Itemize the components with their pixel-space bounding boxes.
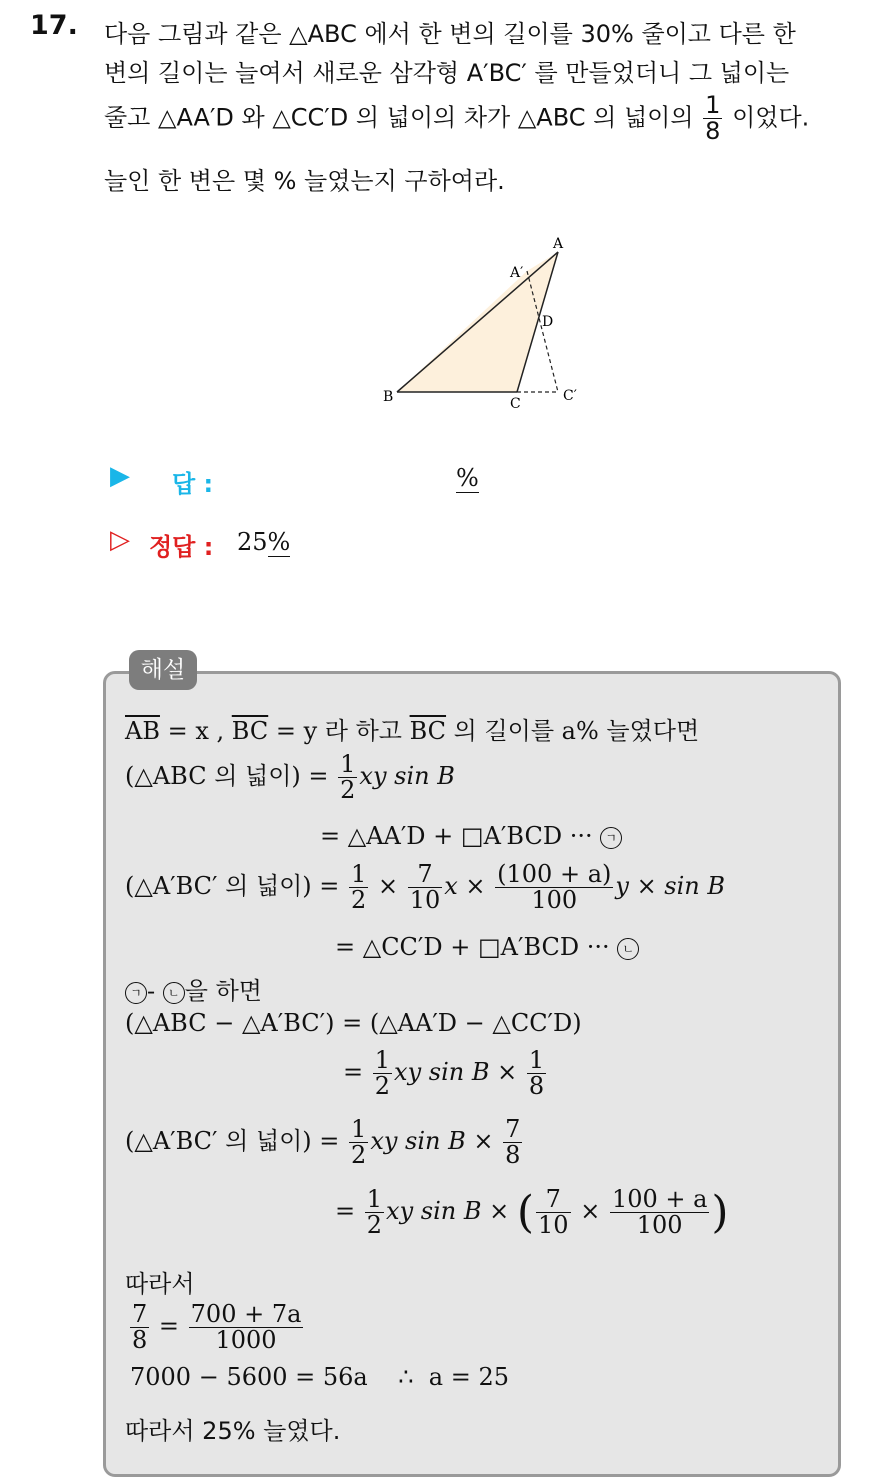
label-b: B	[383, 389, 394, 405]
fraction-seven-eighths	[503, 1117, 522, 1168]
den: 10	[538, 1211, 569, 1240]
answer-label: 답 :	[172, 470, 214, 498]
circled-nieun-icon: ㄴ	[617, 938, 639, 960]
label-c-prime: C′	[563, 388, 577, 404]
pre: (△A′BC′ 의 넓이) =	[125, 1127, 348, 1156]
question-fraction	[703, 93, 722, 144]
num: 7	[132, 1300, 148, 1328]
correct-row	[110, 525, 130, 555]
num: 7	[408, 862, 443, 888]
fraction-c	[495, 862, 613, 913]
solution-line-5-text: = △CC′D + □A′BCD ···	[335, 933, 618, 961]
times: ×	[572, 1197, 608, 1226]
post: y × sin B	[615, 872, 726, 901]
num: 1	[366, 1185, 383, 1213]
mid: xy sin B ×	[386, 1197, 517, 1226]
solution-tag: 해설	[129, 650, 197, 690]
mid: xy sin B ×	[370, 1127, 502, 1156]
solution-line-3	[320, 822, 622, 850]
den: 10	[409, 886, 441, 915]
label-a: A	[553, 236, 564, 252]
solution-line-10	[335, 1187, 729, 1238]
solution-line-1-b: = y 라 하고	[268, 717, 410, 745]
den: 2	[351, 1141, 367, 1170]
den: 8	[505, 1141, 521, 1170]
circled-giyeok-icon: ㄱ	[600, 827, 622, 849]
play-arrow-icon: ▶	[110, 461, 130, 491]
den: 1000	[215, 1326, 277, 1355]
num: 1	[340, 750, 356, 778]
question-line-4: 늘인 한 변은 몇 % 늘였는지 구하여라.	[104, 167, 505, 195]
question-line-3-end: 이었다.	[732, 103, 810, 132]
mid: x ×	[444, 872, 494, 901]
correct-unit: %	[267, 528, 291, 556]
solution-line-5	[335, 933, 639, 961]
num: 100 + a	[611, 1185, 708, 1213]
segment-bc: $\overline{BC}$	[231, 717, 269, 745]
solution-line-7: (△ABC − △A′BC′) = (△AA′D − △CC′D)	[125, 1009, 582, 1037]
solution-line-4	[125, 862, 725, 913]
den: 100	[636, 1211, 683, 1240]
den: 2	[351, 886, 367, 915]
left-paren: (	[516, 1187, 535, 1239]
solution-line-6-text: 을 하면	[184, 977, 262, 1005]
solution-line-11: 따라서	[125, 1270, 195, 1298]
solution-line-1-a: = x ,	[159, 717, 232, 745]
fraction-b	[408, 862, 443, 913]
solution-line-1	[125, 711, 699, 746]
num: 1	[374, 1046, 391, 1074]
label-d: D	[542, 314, 554, 330]
fraction-seven-tenths	[536, 1187, 571, 1238]
eq: =	[343, 1058, 371, 1087]
num: 7	[505, 1115, 521, 1143]
solution-line-2-pre: (△ABC 의 넓이) =	[125, 762, 337, 791]
label-c: C	[510, 396, 521, 412]
fraction-half	[338, 752, 357, 803]
solution-line-1-c: 의 길이를 a% 늘였다면	[446, 717, 700, 745]
fraction-seven-eighths	[130, 1302, 149, 1353]
den: 2	[340, 776, 356, 805]
num: 1	[528, 1046, 545, 1074]
den: 100	[531, 886, 578, 915]
num: (100 + a)	[497, 860, 612, 888]
eq: =	[335, 1197, 363, 1226]
answer-unit[interactable]: %	[456, 464, 479, 492]
outline-play-arrow-icon: ▷	[110, 525, 130, 555]
question-line-3-text: 줄고 △AA′D 와 △CC′D 의 넓이의 차가 △ABC 의 넓이의	[104, 103, 694, 132]
mid: xy sin B ×	[394, 1058, 525, 1087]
question-number: 17.	[30, 10, 78, 41]
num: 700 + 7a	[190, 1300, 302, 1328]
dash: -	[147, 977, 163, 1005]
num: 1	[351, 860, 367, 888]
fraction-numerator: 1	[705, 91, 721, 119]
solution-line-12	[128, 1302, 305, 1353]
fraction-a	[349, 862, 368, 913]
right-paren: )	[711, 1187, 729, 1239]
solution-line-9	[125, 1117, 524, 1168]
den: 2	[374, 1072, 391, 1101]
label-a-prime: A′	[510, 265, 524, 281]
solution-line-4-pre: (△A′BC′ 의 넓이) =	[125, 872, 348, 901]
fraction-denominator: 8	[705, 117, 721, 146]
den: 8	[132, 1326, 148, 1355]
fraction-eighth	[527, 1048, 546, 1099]
solution-line-2	[125, 752, 455, 803]
triangle-figure	[375, 230, 595, 415]
fraction-half	[365, 1187, 384, 1238]
segment-bc-2: $\overline{BC}$	[409, 717, 447, 745]
den: 8	[528, 1072, 545, 1101]
correct-label: 정답 :	[149, 533, 214, 561]
den: 2	[366, 1211, 383, 1240]
solution-line-14: 따라서 25% 늘였다.	[125, 1417, 341, 1445]
fraction-growth	[610, 1187, 709, 1238]
question-line-2: 변의 길이는 늘여서 새로운 삼각형 A′BC′ 를 만들었더니 그 넓이는	[104, 59, 790, 87]
circled-nieun-icon: ㄴ	[163, 982, 185, 1004]
solution-line-8	[343, 1048, 548, 1099]
segment-ab: $\overline{AB}$	[125, 717, 160, 745]
solution-line-3-text: = △AA′D + □A′BCD ···	[320, 822, 601, 850]
fraction-half	[373, 1048, 392, 1099]
times: ×	[370, 872, 406, 901]
correct-value: 25	[237, 528, 268, 556]
num: 1	[351, 1115, 367, 1143]
eq: =	[151, 1312, 187, 1341]
num: 7	[536, 1187, 571, 1213]
correct-answer	[237, 528, 290, 556]
solution-line-2-post: xy sin B	[359, 762, 455, 791]
solution-line-13: 7000 − 5600 = 56a ∴ a = 25	[130, 1363, 509, 1391]
circled-giyeok-icon: ㄱ	[125, 982, 147, 1004]
answer-row	[110, 461, 130, 491]
fraction-half	[349, 1117, 368, 1168]
question-line-1: 다음 그림과 같은 △ABC 에서 한 변의 길이를 30% 줄이고 다른 한	[104, 20, 796, 48]
fraction-expression	[189, 1302, 304, 1353]
solution-line-6	[125, 971, 262, 1006]
question-line-3	[104, 93, 809, 144]
